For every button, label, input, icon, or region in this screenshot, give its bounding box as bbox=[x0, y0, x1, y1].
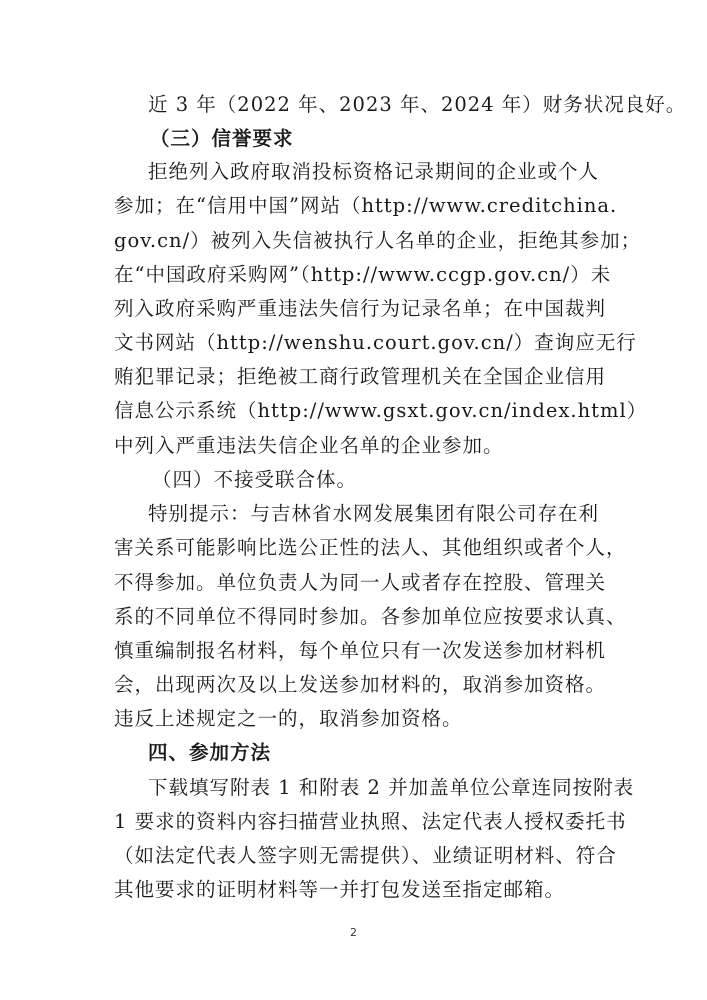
text-line: 其他要求的证明材料等一并打包发送至指定邮箱。 bbox=[114, 878, 566, 901]
text-line: gov.cn/）被列入失信被执行人名单的企业，拒绝其参加； bbox=[114, 229, 642, 252]
section-heading-participation-method: 四、参加方法 bbox=[148, 741, 272, 764]
text-line: 害关系可能影响比选公正性的法人、其他组织或者个人， bbox=[114, 536, 627, 559]
page-number: 2 bbox=[350, 926, 357, 939]
text-line: 中列入严重违法失信企业名单的企业参加。 bbox=[114, 434, 504, 457]
section-item-no-consortium: （四）不接受联合体。 bbox=[152, 468, 358, 491]
section-heading-reputation: （三）信誉要求 bbox=[150, 127, 294, 150]
text-line: 信息公示系统（http://www.gsxt.gov.cn/index.html） bbox=[114, 399, 648, 422]
text-line: 拒绝列入政府取消投标资格记录期间的企业或个人 bbox=[148, 160, 600, 183]
text-line: 系的不同单位不得同时参加。各参加单位应按要求认真、 bbox=[114, 605, 627, 628]
text-line: 慎重编制报名材料，每个单位只有一次发送参加材料机 bbox=[114, 639, 607, 662]
text-line: 不得参加。单位负责人为同一人或者存在控股、管理关 bbox=[114, 571, 607, 594]
text-line: 列入政府采购严重违法失信行为记录名单；在中国裁判 bbox=[114, 297, 607, 320]
text-line: 1 要求的资料内容扫描营业执照、法定代表人授权委托书 bbox=[114, 810, 627, 833]
text-line: 下载填写附表 1 和附表 2 并加盖单位公章连同按附表 bbox=[148, 776, 635, 799]
text-line: 贿犯罪记录；拒绝被工商行政管理机关在全国企业信用 bbox=[114, 365, 607, 388]
text-line-special-notice: 特别提示：与吉林省水网发展集团有限公司存在利 bbox=[148, 502, 600, 525]
text-line: 文书网站（http://wenshu.court.gov.cn/）查询应无行 bbox=[114, 331, 637, 354]
text-line: 在“中国政府采购网”（http://www.ccgp.gov.cn/）未 bbox=[114, 263, 612, 286]
text-line: （如法定代表人签字则无需提供）、业绩证明材料、符合 bbox=[114, 844, 617, 867]
text-line: 参加；在“信用中国”网站（http://www.creditchina. bbox=[114, 194, 618, 217]
text-line: 会，出现两次及以上发送参加材料的，取消参加资格。 bbox=[114, 673, 607, 696]
text-line: 违反上述规定之一的，取消参加资格。 bbox=[114, 707, 463, 730]
text-line-financial-status: 近 3 年（2022 年、2023 年、2024 年）财务状况良好。 bbox=[148, 93, 687, 116]
